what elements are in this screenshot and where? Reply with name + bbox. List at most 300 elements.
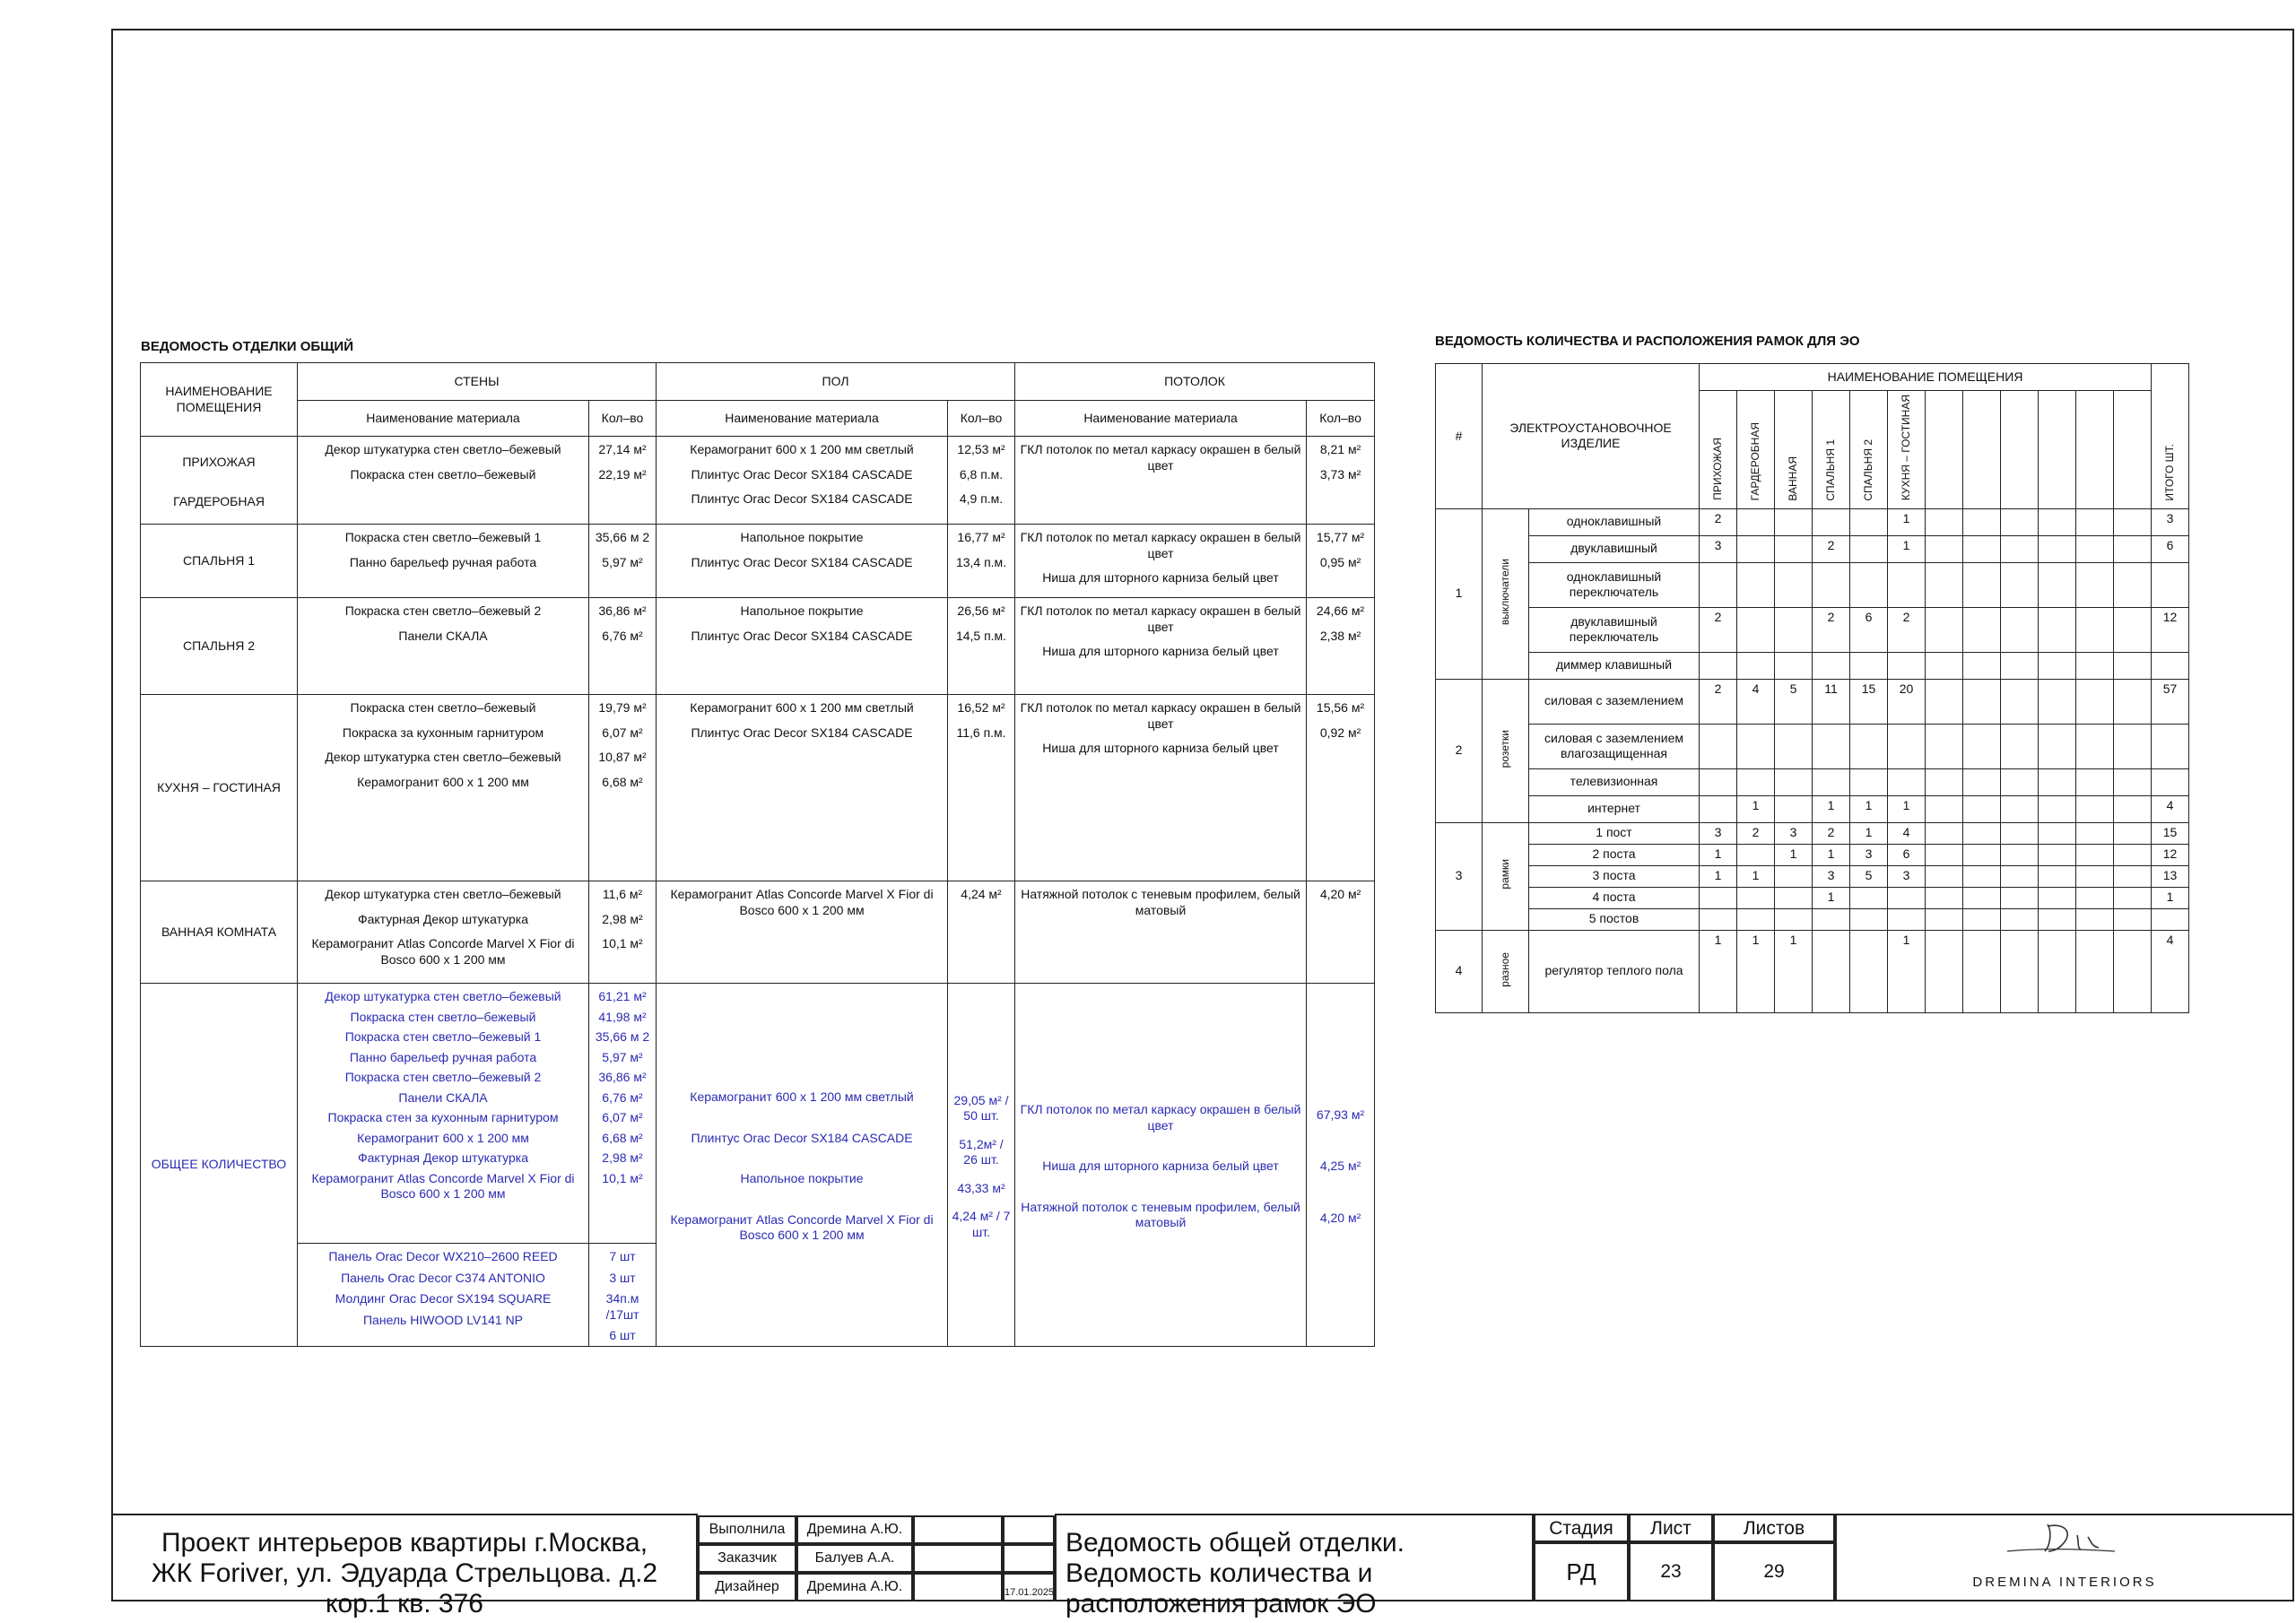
header-material: Наименование материала: [1015, 401, 1307, 437]
count-cell: [1775, 865, 1813, 887]
ceiling-material: Ниша для шторного карниза белый цвет: [1042, 741, 1279, 755]
count-cell: [2114, 865, 2152, 887]
count-cell: [1926, 844, 1963, 865]
wall-qty-cell: [589, 437, 657, 525]
total-cell: 15: [2152, 822, 2189, 844]
ceiling-material-cell: [1015, 881, 1307, 984]
wall-qty: 19,79 м²: [598, 700, 647, 715]
panel-item: Молдинг Orac Decor SX194 SQUARE: [335, 1291, 552, 1306]
count-cell: [2076, 724, 2114, 768]
table-row: [1436, 768, 2245, 795]
item-name: одноклавишный переключатель: [1529, 562, 1700, 607]
floor-material-cell: [657, 598, 948, 695]
wall-material: Панели СКАЛА: [398, 628, 488, 643]
wall-qty: 6,68 м²: [602, 774, 643, 789]
role-label: Дизайнер: [698, 1573, 796, 1601]
ceiling-material: Ниша для шторного карниза белый цвет: [1042, 644, 1279, 658]
count-cell: 5: [1775, 679, 1813, 724]
count-cell: [1963, 652, 2001, 679]
count-cell: 1: [1850, 822, 1888, 844]
table-row: [1436, 908, 2245, 930]
room-label: ВАННАЯ КОМНАТА: [161, 924, 277, 939]
count-cell: [1926, 795, 1963, 822]
count-cell: [1926, 822, 1963, 844]
room-column-label: ВАННАЯ: [1787, 456, 1800, 501]
sheet-title: Ведомость общей отделки. Ведомость количества и расположения рамок ЭО: [1055, 1514, 1534, 1601]
room-label: ПРИХОЖАЯ: [182, 455, 256, 469]
total-wall-material: Панно барельеф ручная работа: [349, 1049, 537, 1064]
count-cell: [1775, 607, 1813, 652]
room-column-header: [1775, 391, 1813, 509]
item-name: 1 пост: [1529, 822, 1700, 844]
count-cell: [1850, 908, 1888, 930]
floor-material-cell: [657, 881, 948, 984]
count-cell: [1737, 652, 1775, 679]
count-cell: 4: [1737, 679, 1775, 724]
count-cell: [1737, 562, 1775, 607]
count-cell: [2076, 908, 2114, 930]
count-cell: [2039, 724, 2076, 768]
ceiling-qty: 15,77 м²: [1316, 530, 1365, 544]
count-cell: [1775, 508, 1813, 535]
count-cell: [1813, 562, 1850, 607]
group-num: 3: [1436, 822, 1483, 930]
item-name: 2 поста: [1529, 844, 1700, 865]
wall-qty: 11,6 м²: [602, 887, 643, 901]
count-cell: [2001, 822, 2039, 844]
ceiling-qty: 4,20 м²: [1319, 887, 1361, 901]
item-name: интернет: [1529, 795, 1700, 822]
item-name: 3 поста: [1529, 865, 1700, 887]
count-cell: 3: [1888, 865, 1926, 887]
count-cell: 1: [1850, 795, 1888, 822]
count-cell: 2: [1813, 535, 1850, 562]
count-cell: [2114, 508, 2152, 535]
wall-material-cell: [298, 881, 589, 984]
count-cell: [1926, 887, 1963, 908]
count-cell: [2114, 795, 2152, 822]
floor-material-cell: [657, 695, 948, 881]
total-floor-cell: [657, 984, 948, 1347]
header-row: [1436, 364, 2245, 391]
wall-qty-cell: [589, 598, 657, 695]
wall-material: Декор штукатурка стен светло–бежевый: [325, 442, 561, 456]
total-wall-material: Покраска стен светло–бежевый: [350, 1009, 536, 1024]
count-cell: [1926, 562, 1963, 607]
count-cell: [2039, 795, 2076, 822]
group-num: 1: [1436, 508, 1483, 679]
panel-qty: 3 шт: [609, 1270, 636, 1285]
count-cell: [1700, 768, 1737, 795]
count-cell: [2039, 562, 2076, 607]
total-wall-qty: 61,21 м²: [598, 989, 647, 1003]
ceiling-material: Ниша для шторного карниза белый цвет: [1042, 570, 1279, 585]
total-floor-material: Керамогранит 600 х 1 200 мм светлый: [690, 1089, 914, 1104]
count-cell: 1: [1737, 865, 1775, 887]
wall-qty-cell: [589, 525, 657, 598]
ceiling-qty-cell: [1307, 598, 1375, 695]
table-row: [141, 881, 1375, 984]
total-wall-material: Фактурная Декор штукатурка: [357, 1150, 529, 1165]
count-cell: [1888, 562, 1926, 607]
sheets-label: Листов: [1713, 1514, 1835, 1542]
table-row: [1436, 822, 2245, 844]
count-cell: [1850, 724, 1888, 768]
count-cell: [1963, 887, 2001, 908]
wall-material: Декор штукатурка стен светло–бежевый: [325, 887, 561, 901]
count-cell: 11: [1813, 679, 1850, 724]
count-cell: [1963, 822, 2001, 844]
count-cell: [1737, 844, 1775, 865]
panel-item: Панель Orac Decor WX210–2600 REED: [328, 1249, 558, 1263]
count-cell: [1813, 930, 1850, 1012]
table-row: [141, 437, 1375, 525]
count-cell: [2039, 508, 2076, 535]
count-cell: [2114, 930, 2152, 1012]
floor-material-cell: [657, 525, 948, 598]
room-column-header: [1888, 391, 1926, 509]
total-floor-material: Напольное покрытие: [740, 1171, 864, 1185]
count-cell: [1737, 607, 1775, 652]
floor-qty: 16,52 м²: [957, 700, 1005, 715]
count-cell: [1850, 768, 1888, 795]
project-name: Проект интерьеров квартиры г.Москва, ЖК Foriver, ул. Эдуарда Стрельцова. д.2 кор.1 кв. 376: [111, 1514, 698, 1601]
count-cell: [2076, 822, 2114, 844]
count-cell: [1775, 652, 1813, 679]
count-cell: 1: [1700, 844, 1737, 865]
floor-qty: 13,4 п.м.: [955, 554, 1007, 569]
role-person: Балуев А.А.: [796, 1544, 913, 1573]
table-row: [1436, 795, 2245, 822]
count-cell: [2001, 795, 2039, 822]
count-cell: [2039, 607, 2076, 652]
room-name: [141, 598, 298, 695]
signature-logo-icon: [1998, 1515, 2124, 1569]
item-name: телевизионная: [1529, 768, 1700, 795]
count-cell: [2001, 652, 2039, 679]
header-rooms: НАИМЕНОВАНИЕ ПОМЕЩЕНИЯ: [1700, 364, 2152, 391]
count-cell: [1926, 768, 1963, 795]
floor-qty: 6,8 п.м.: [959, 466, 1004, 482]
room-label: ГАРДЕРОБНАЯ: [173, 493, 265, 508]
count-cell: [1700, 908, 1737, 930]
count-cell: [1888, 724, 1926, 768]
count-cell: [1737, 908, 1775, 930]
sheet-value: 23: [1629, 1542, 1713, 1601]
count-cell: [1775, 768, 1813, 795]
count-cell: [1850, 562, 1888, 607]
header-ceiling: ПОТОЛОК: [1015, 363, 1375, 401]
count-cell: 1: [1737, 930, 1775, 1012]
count-cell: [1963, 535, 2001, 562]
total-cell: 13: [2152, 865, 2189, 887]
count-cell: 1: [1888, 535, 1926, 562]
wall-material-cell: [298, 598, 589, 695]
room-column-header: [2114, 391, 2152, 509]
count-cell: [2076, 865, 2114, 887]
role-date: [1003, 1515, 1055, 1544]
table-row: [1436, 679, 2245, 724]
count-cell: [2076, 508, 2114, 535]
header-floor: ПОЛ: [657, 363, 1015, 401]
table-row: [1436, 887, 2245, 908]
count-cell: [1888, 887, 1926, 908]
count-cell: [1775, 795, 1813, 822]
count-cell: [1888, 908, 1926, 930]
count-cell: [1963, 908, 2001, 930]
wall-material: Декор штукатурка стен светло–бежевый: [325, 750, 561, 764]
count-cell: 2: [1700, 679, 1737, 724]
panel-item: Панель HIWOOD LV141 NP: [362, 1312, 524, 1327]
panel-item: Панель Orac Decor C374 ANTONIO: [341, 1270, 545, 1285]
total-cell: 1: [2152, 887, 2189, 908]
count-cell: 2: [1700, 508, 1737, 535]
floor-qty: 4,9 п.м.: [959, 491, 1004, 506]
stage-label: Стадия: [1534, 1514, 1629, 1542]
floor-material: Напольное покрытие: [740, 603, 864, 618]
header-total: [2152, 364, 2189, 509]
count-cell: [2076, 652, 2114, 679]
wall-material: Фактурная Декор штукатурка: [357, 911, 529, 926]
logo-text: DREMINA INTERIORS: [1972, 1575, 2157, 1590]
count-cell: [2001, 768, 2039, 795]
count-cell: [2114, 562, 2152, 607]
room-column-label: СПАЛЬНЯ 2: [1862, 438, 1875, 501]
count-cell: [1700, 652, 1737, 679]
count-cell: [2114, 724, 2152, 768]
total-cell: 4: [2152, 930, 2189, 1012]
count-cell: [1850, 652, 1888, 679]
count-cell: [2001, 865, 2039, 887]
wall-material: Покраска за кухонным гарнитуром: [342, 725, 544, 740]
count-cell: [1888, 652, 1926, 679]
total-ceiling-qty: 4,25 м²: [1319, 1159, 1361, 1173]
count-cell: 4: [1888, 822, 1926, 844]
count-cell: [1926, 908, 1963, 930]
room-name: [141, 437, 298, 525]
ceiling-material: Натяжной потолок с теневым профилем, белый матовый: [1021, 887, 1300, 917]
total-wall-material: Керамогранит Atlas Concorde Marvel X Fior di Bosco 600 х 1 200 мм: [311, 1170, 575, 1201]
item-name: двуклавишный: [1529, 535, 1700, 562]
count-cell: [2039, 652, 2076, 679]
wall-material: Покраска стен светло–бежевый 1: [344, 530, 542, 544]
count-cell: [2001, 930, 2039, 1012]
floor-material: Плинтус Orac Decor SX184 CASCADE: [691, 554, 913, 569]
count-cell: [2039, 679, 2076, 724]
count-cell: [2039, 930, 2076, 1012]
floor-material: Напольное покрытие: [740, 530, 864, 544]
floor-material: Керамогранит Atlas Concorde Marvel X Fior di Bosco 600 х 1 200 мм: [670, 887, 934, 917]
total-cell: 6: [2152, 535, 2189, 562]
total-wall-qty: 36,86 м²: [598, 1070, 647, 1084]
count-cell: [1926, 724, 1963, 768]
count-cell: 1: [1813, 887, 1850, 908]
wall-material: Покраска стен светло–бежевый 2: [344, 603, 542, 618]
room-name: [141, 695, 298, 881]
count-cell: [1963, 607, 2001, 652]
count-cell: [1775, 535, 1813, 562]
count-cell: [2001, 887, 2039, 908]
count-cell: 20: [1888, 679, 1926, 724]
header-material: Наименование материала: [298, 401, 589, 437]
total-cell: [2152, 562, 2189, 607]
stage-value: РД: [1534, 1542, 1629, 1601]
count-cell: 5: [1850, 865, 1888, 887]
count-cell: [1963, 768, 2001, 795]
wall-qty-cell: [589, 881, 657, 984]
room-label: СПАЛЬНЯ 2: [182, 638, 256, 653]
count-cell: 2: [1888, 607, 1926, 652]
count-cell: 1: [1888, 930, 1926, 1012]
count-cell: [2001, 844, 2039, 865]
total-ceiling-material: ГКЛ потолок по метал каркасу окрашен в белый цвет: [1020, 1102, 1301, 1133]
wall-qty: 35,66 м 2: [595, 530, 650, 544]
count-cell: 3: [1850, 844, 1888, 865]
total-floor-qty: 4,24 м² / 7 шт.: [952, 1209, 1011, 1239]
ceiling-material-cell: [1015, 525, 1307, 598]
count-cell: 6: [1850, 607, 1888, 652]
count-cell: [1775, 887, 1813, 908]
total-wall-material: Панели СКАЛА: [398, 1089, 488, 1105]
logo-area: [1835, 1514, 2294, 1601]
table-row: [1436, 607, 2245, 652]
count-cell: [1700, 795, 1737, 822]
group-label: выключатели: [1499, 558, 1511, 625]
total-floor-qty: 43,33 м²: [957, 1180, 1005, 1195]
ceiling-qty: 24,66 м²: [1316, 603, 1365, 618]
count-cell: 1: [1700, 930, 1737, 1012]
count-cell: 15: [1850, 679, 1888, 724]
wall-material: Покраска стен светло–бежевый: [350, 466, 536, 482]
table-row: [1436, 844, 2245, 865]
room-column-header: [1850, 391, 1888, 509]
count-cell: [2114, 535, 2152, 562]
role-date: 17.01.2025: [1003, 1573, 1055, 1601]
total-cell: [2152, 652, 2189, 679]
table-row: [1436, 535, 2245, 562]
floor-qty: 26,56 м²: [957, 603, 1005, 618]
count-cell: [1963, 562, 2001, 607]
floor-qty-cell: [948, 525, 1015, 598]
count-cell: [2076, 768, 2114, 795]
count-cell: 2: [1813, 822, 1850, 844]
count-cell: [1926, 508, 1963, 535]
count-cell: [1926, 679, 1963, 724]
wall-qty: 27,14 м²: [598, 442, 647, 456]
group-num: 2: [1436, 679, 1483, 822]
count-cell: 1: [1737, 795, 1775, 822]
room-column-header: [2076, 391, 2114, 509]
wall-material-cell: [298, 695, 589, 881]
item-name: двуклавишный переключатель: [1529, 607, 1700, 652]
count-cell: [2076, 535, 2114, 562]
panel-qty: 34п.м /17шт: [605, 1291, 639, 1322]
count-cell: [1775, 908, 1813, 930]
count-cell: [1850, 887, 1888, 908]
total-walls-cell: [298, 984, 589, 1244]
count-cell: [2039, 768, 2076, 795]
wall-qty: 10,87 м²: [598, 750, 647, 764]
count-cell: [1813, 768, 1850, 795]
group-label: рамки: [1499, 859, 1511, 890]
count-cell: [1737, 887, 1775, 908]
total-room: ОБЩЕЕ КОЛИЧЕСТВО: [141, 984, 298, 1347]
count-cell: 1: [1888, 795, 1926, 822]
count-cell: [2076, 887, 2114, 908]
total-ceiling-cell: [1015, 984, 1307, 1347]
group-name: [1483, 508, 1529, 679]
wall-qty: 2,98 м²: [602, 911, 643, 926]
title-block: [111, 1514, 2294, 1619]
count-cell: [2039, 535, 2076, 562]
floor-qty-cell: [948, 695, 1015, 881]
room-column-header: [1813, 391, 1850, 509]
group-label: разное: [1499, 951, 1511, 987]
count-cell: [1737, 535, 1775, 562]
count-cell: [2001, 724, 2039, 768]
room-name: [141, 881, 298, 984]
total-wall-material: Покраска стен светло–бежевый 2: [344, 1070, 542, 1084]
room-column-header: [1737, 391, 1775, 509]
table-row: [141, 525, 1375, 598]
role-signature: [913, 1573, 1003, 1601]
count-cell: [2114, 679, 2152, 724]
count-cell: [1963, 795, 2001, 822]
table-row: [1436, 652, 2245, 679]
wall-material: Панно барельеф ручная работа: [349, 554, 537, 569]
finish-table: [140, 362, 1375, 1347]
count-cell: [1926, 930, 1963, 1012]
room-column-header: [2039, 391, 2076, 509]
group-name: [1483, 822, 1529, 930]
role-signature: [913, 1515, 1003, 1544]
role-label: Выполнила: [698, 1515, 796, 1544]
room-column-header: [1700, 391, 1737, 509]
total-wall-qty: 41,98 м²: [598, 1009, 647, 1024]
count-cell: [1963, 508, 2001, 535]
total-wall-qty: 35,66 м 2: [595, 1029, 650, 1044]
count-cell: 3: [1700, 535, 1737, 562]
sheets-value: 29: [1713, 1542, 1835, 1601]
role-signature: [913, 1544, 1003, 1573]
count-cell: [2039, 844, 2076, 865]
table-row: [141, 598, 1375, 695]
wall-material: Покраска стен светло–бежевый: [350, 700, 536, 715]
header-qty: Кол–во: [948, 401, 1015, 437]
count-cell: [2039, 865, 2076, 887]
floor-qty: 4,24 м²: [961, 887, 1002, 901]
role-date: [1003, 1544, 1055, 1573]
ceiling-material: ГКЛ потолок по метал каркасу окрашен в белый цвет: [1020, 442, 1301, 473]
ceiling-qty-cell: [1307, 881, 1375, 984]
total-ceiling-qty: 4,20 м²: [1319, 1210, 1361, 1225]
room-column-label: ГАРДЕРОБНАЯ: [1749, 421, 1762, 501]
count-cell: 1: [1888, 508, 1926, 535]
room-column-header: [2001, 391, 2039, 509]
ceiling-material: ГКЛ потолок по метал каркасу окрашен в белый цвет: [1020, 700, 1301, 731]
group-name: [1483, 679, 1529, 822]
total-wall-qty: 5,97 м²: [602, 1049, 643, 1064]
count-cell: [1850, 535, 1888, 562]
count-cell: [1926, 652, 1963, 679]
header-num: #: [1436, 364, 1483, 509]
count-cell: [2076, 844, 2114, 865]
count-cell: [1888, 768, 1926, 795]
count-cell: 6: [1888, 844, 1926, 865]
count-cell: [2114, 844, 2152, 865]
count-cell: [2039, 908, 2076, 930]
room-column-label: СПАЛЬНЯ 1: [1824, 438, 1838, 501]
